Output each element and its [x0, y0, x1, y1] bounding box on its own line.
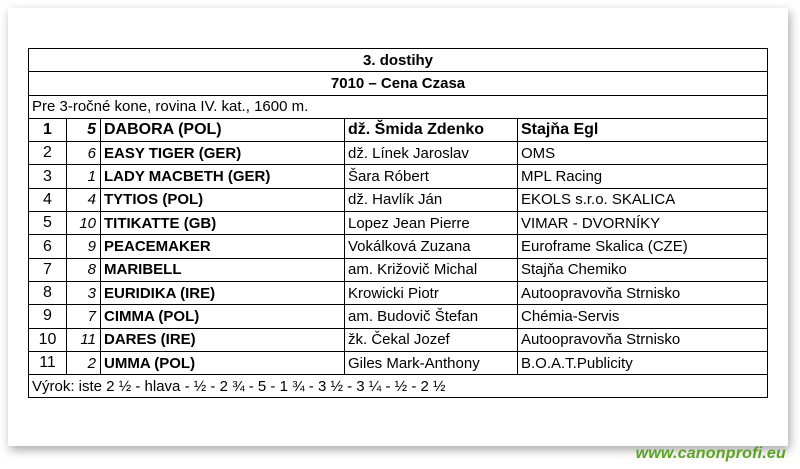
result-row — [29, 188, 768, 211]
finish-place: 6 — [29, 235, 67, 258]
horse-name: TITIKATTE (GB) — [101, 212, 345, 235]
horse-name: LADY MACBETH (GER) — [101, 165, 345, 188]
jockey-name: dž. Línek Jaroslav — [345, 142, 518, 165]
start-number: 9 — [67, 235, 101, 258]
watermark: www.canonprofi.eu — [635, 445, 786, 462]
owner-name: B.O.A.T.Publicity — [518, 351, 768, 374]
start-number: 1 — [67, 165, 101, 188]
jockey-name: am. Budovič Štefan — [345, 305, 518, 328]
owner-name: Autoopravovňa Strnisko — [518, 281, 768, 304]
horse-name: DARES (IRE) — [101, 328, 345, 351]
race-conditions-row — [29, 95, 768, 118]
jockey-name: am. Križovič Michal — [345, 258, 518, 281]
finish-place: 1 — [29, 118, 67, 141]
start-number: 5 — [67, 118, 101, 141]
horse-name: PEACEMAKER — [101, 235, 345, 258]
result-row — [29, 351, 768, 374]
horse-name: UMMA (POL) — [101, 351, 345, 374]
owner-name: Euroframe Skalica (CZE) — [518, 235, 768, 258]
result-row — [29, 258, 768, 281]
owner-name: Autoopravovňa Strnisko — [518, 328, 768, 351]
owner-name: MPL Racing — [518, 165, 768, 188]
horse-name: EASY TIGER (GER) — [101, 142, 345, 165]
result-row — [29, 281, 768, 304]
finish-place: 7 — [29, 258, 67, 281]
result-row — [29, 328, 768, 351]
start-number: 2 — [67, 351, 101, 374]
race-verdict: Výrok: iste 2 ½ - hlava - ½ - 2 ¾ - 5 - 1 ¾ - 3 ½ - 3 ¼ - ½ - 2 ½ — [29, 375, 768, 398]
horse-name: TYTIOS (POL) — [101, 188, 345, 211]
result-row — [29, 235, 768, 258]
race-conditions: Pre 3-ročné kone, rovina IV. kat., 1600 m. — [29, 95, 768, 118]
race-name-row — [29, 72, 768, 95]
race-name: 7010 – Cena Czasa — [29, 72, 768, 95]
horse-name: CIMMA (POL) — [101, 305, 345, 328]
race-number: 3. dostihy — [29, 49, 768, 72]
race-number-row — [29, 49, 768, 72]
finish-place: 5 — [29, 212, 67, 235]
horse-name: EURIDIKA (IRE) — [101, 281, 345, 304]
result-row — [29, 165, 768, 188]
finish-place: 3 — [29, 165, 67, 188]
finish-place: 10 — [29, 328, 67, 351]
start-number: 3 — [67, 281, 101, 304]
finish-place: 9 — [29, 305, 67, 328]
jockey-name: dž. Havlík Ján — [345, 188, 518, 211]
horse-name: DABORA (POL) — [101, 118, 345, 141]
race-verdict-row — [29, 375, 768, 398]
owner-name: Stajňa Egl — [518, 118, 768, 141]
owner-name: Chémia-Servis — [518, 305, 768, 328]
jockey-name: Vokálková Zuzana — [345, 235, 518, 258]
result-row — [29, 212, 768, 235]
horse-name: MARIBELL — [101, 258, 345, 281]
owner-name: OMS — [518, 142, 768, 165]
start-number: 6 — [67, 142, 101, 165]
owner-name: EKOLS s.r.o. SKALICA — [518, 188, 768, 211]
jockey-name: Krowicki Piotr — [345, 281, 518, 304]
owner-name: VIMAR - DVORNÍKY — [518, 212, 768, 235]
jockey-name: Šara Róbert — [345, 165, 518, 188]
start-number: 7 — [67, 305, 101, 328]
owner-name: Stajňa Chemiko — [518, 258, 768, 281]
race-results-table — [28, 48, 768, 398]
jockey-name: dž. Šmida Zdenko — [345, 118, 518, 141]
result-row — [29, 305, 768, 328]
start-number: 8 — [67, 258, 101, 281]
jockey-name: žk. Čekal Jozef — [345, 328, 518, 351]
jockey-name: Lopez Jean Pierre — [345, 212, 518, 235]
result-row — [29, 118, 768, 141]
finish-place: 11 — [29, 351, 67, 374]
finish-place: 4 — [29, 188, 67, 211]
finish-place: 8 — [29, 281, 67, 304]
start-number: 4 — [67, 188, 101, 211]
result-row — [29, 142, 768, 165]
finish-place: 2 — [29, 142, 67, 165]
start-number: 10 — [67, 212, 101, 235]
jockey-name: Giles Mark-Anthony — [345, 351, 518, 374]
start-number: 11 — [67, 328, 101, 351]
